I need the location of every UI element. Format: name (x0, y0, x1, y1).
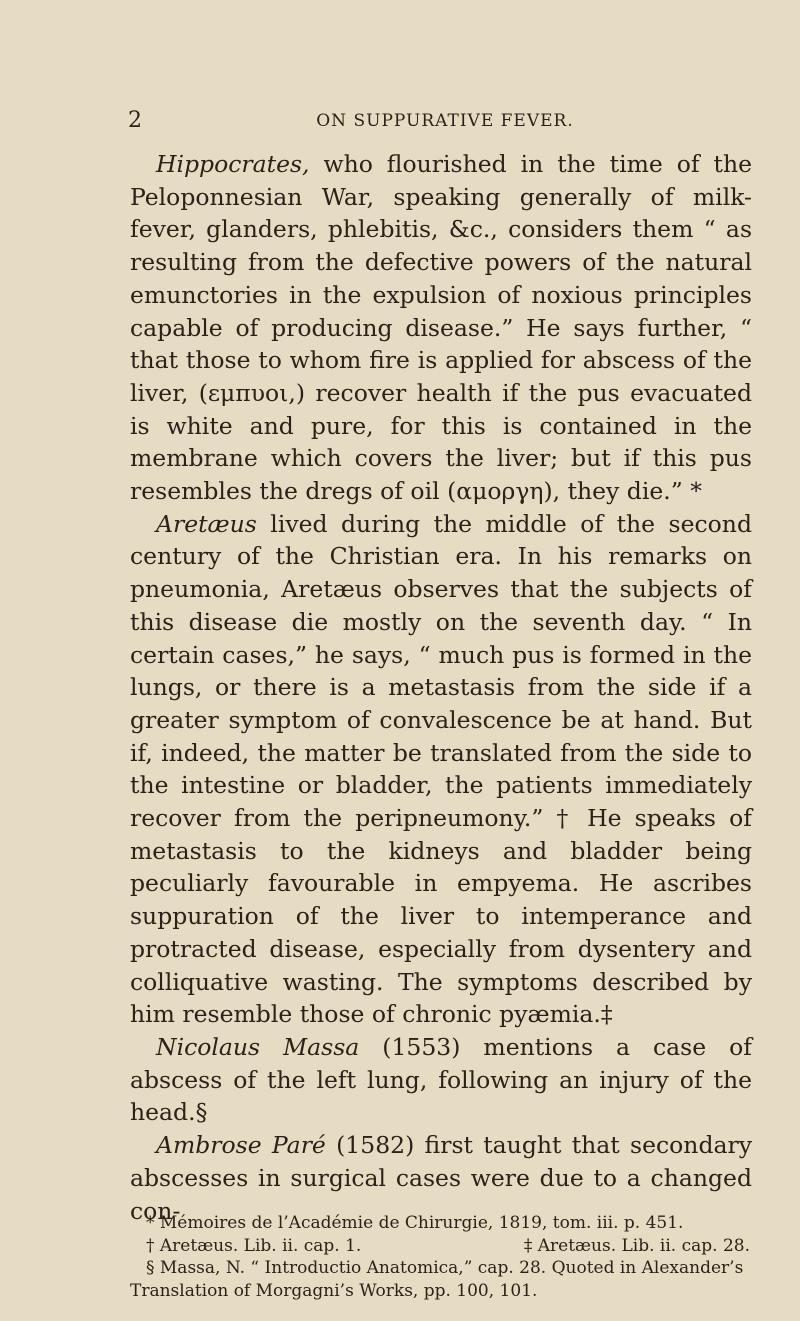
paragraph-text: (1553) mentions a case of abscess of the left lung, following an injury of the head.§ (130, 1032, 752, 1127)
running-head (128, 108, 752, 138)
footnotes (130, 1212, 752, 1302)
paragraph-text: lived during the middle of the second century of the Christian era. In his remarks on pneumonia, Aretæus observes that the subjects of this disease die mostly on the seventh day. “ In certain cases,” he says, “ much pus is formed in the lungs, or there is a metastasis from the side if a greater symptom of convalescence be at hand. But if, indeed, the matter be translated from the side to the intestine or bladder, the patients immediately recover from the peripneumony.” † He speaks of metastasis to the kidneys and bladder being peculiarly favourable in empyema. He ascribes suppuration of the liver to intemperance and protracted disease, especially from dysentery and colliquative wasting. The symptoms described by him resemble those of chronic pyæmia.‡ (130, 509, 752, 1029)
footnote-4: § Massa, N. “ Introductio Anatomica,” cap. 28. Quoted in Alexander’s Translation of Morgagni’s Works, pp. 100, 101. (130, 1258, 744, 1301)
page-number: 2 (128, 108, 142, 133)
running-title: ON SUPPURATIVE FEVER. (316, 111, 574, 131)
paragraph-text: who flourished in the time of the Peloponnesian War, speaking generally of milk-fever, glanders, phlebitis, &c., considers them “ as resulting from the defective powers of the natural emunctories in the expulsion of noxious principles capable of producing disease.” He says further, “ that those to whom fire is applied for abscess of the liver, (εμπυοι,) recover health if the pus evacuated is white and pure, for this is contained in the membrane which covers the liver; but if this pus resembles the dregs of oil (αμοργη), they die.” * (130, 150, 752, 506)
paragraph-aretaeus (130, 508, 752, 1031)
paragraph-lead: Nicolaus Massa (156, 1032, 360, 1061)
paragraph-massa (130, 1031, 752, 1129)
paragraph-lead: Hippocrates, (156, 150, 310, 178)
body-text (130, 148, 752, 1227)
paragraph-text: (1582) first taught that secondary abscesses in surgical cases were due to a changed con- (130, 1131, 753, 1225)
footnote-3: ‡ Aretæus. Lib. ii. cap. 28. (523, 1235, 750, 1256)
paragraph-hippocrates (130, 148, 752, 508)
paragraph-lead: Aretæus (156, 509, 257, 538)
footnote-row (130, 1235, 752, 1258)
footnote-1: * Mémoires de l’Académie de Chirurgie, 1819, tom. iii. p. 451. (146, 1213, 684, 1233)
footnote-2: † Aretæus. Lib. ii. cap. 1. (146, 1235, 362, 1256)
paragraph-lead: Ambrose Paré (156, 1131, 326, 1160)
